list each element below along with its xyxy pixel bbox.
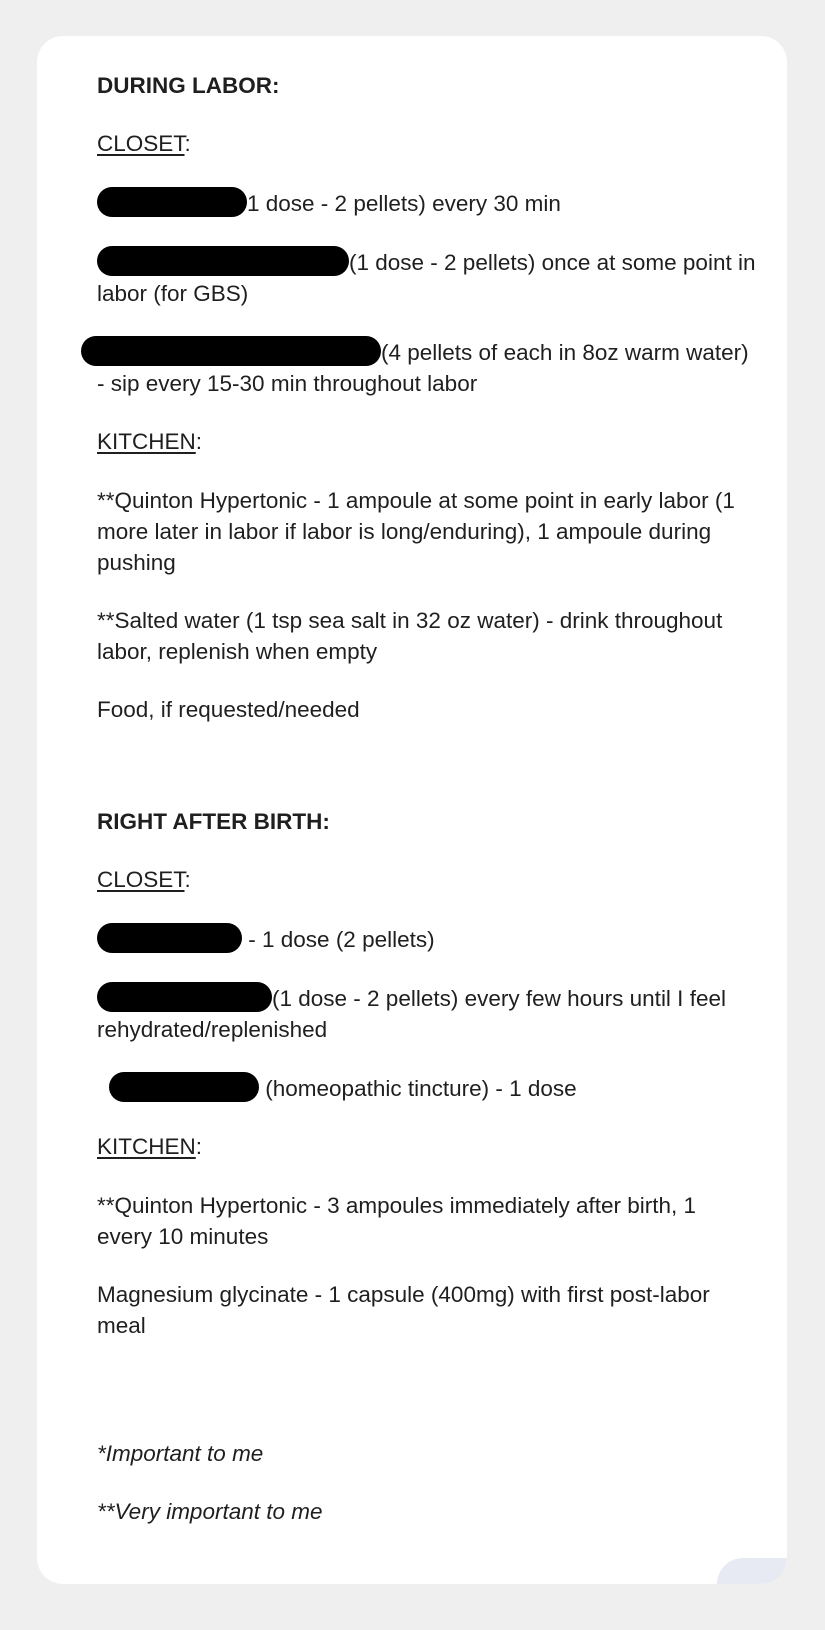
redaction-mark [97, 923, 242, 953]
after-kitchen-label: KITCHEN: [97, 1134, 203, 1159]
redaction-mark [109, 1072, 259, 1102]
after-kitchen-item: **Quinton Hypertonic - 3 ampoules immediately after birth, 1 every 10 minutes [97, 1193, 697, 1249]
labor-kitchen-item: **Quinton Hypertonic - 1 ampoule at some point in early labor (1 more later in labor if labor is long/enduring), 1 ampoule during pushing [97, 488, 735, 575]
after-closet-item: (1 dose - 2 pellets) every few hours until I feel rehydrated/replenished [97, 982, 757, 1045]
labor-kitchen-label: KITCHEN: [97, 429, 203, 454]
document-content [97, 70, 757, 1554]
very-important-note: **Very important to me [97, 1499, 323, 1524]
during-labor-heading: DURING LABOR: [97, 73, 280, 98]
floating-button-edge [717, 1558, 787, 1584]
labor-kitchen-item: Food, if requested/needed [97, 697, 360, 722]
after-closet-label: CLOSET: [97, 867, 191, 892]
after-kitchen-item: Magnesium glycinate - 1 capsule (400mg) with first post-labor meal [97, 1282, 710, 1338]
after-closet-item: (homeopathic tincture) - 1 dose [97, 1072, 757, 1104]
labor-kitchen-item: **Salted water (1 tsp sea salt in 32 oz water) - drink throughout labor, replenish when empty [97, 608, 723, 664]
after-closet-item: - 1 dose (2 pellets) [97, 923, 757, 955]
redaction-mark [81, 336, 381, 366]
redaction-mark [97, 246, 349, 276]
labor-closet-item: (4 pellets of each in 8oz warm water) - sip every 15-30 min throughout labor [97, 336, 757, 399]
labor-closet-item: (1 dose - 2 pellets) once at some point in labor (for GBS) [97, 246, 757, 309]
redaction-mark [97, 187, 247, 217]
important-note: *Important to me [97, 1441, 264, 1466]
document-card [37, 36, 787, 1584]
labor-closet-item: 1 dose - 2 pellets) every 30 min [97, 187, 757, 219]
after-birth-heading: RIGHT AFTER BIRTH: [97, 809, 330, 834]
labor-closet-label: CLOSET: [97, 131, 191, 156]
redaction-mark [97, 982, 272, 1012]
